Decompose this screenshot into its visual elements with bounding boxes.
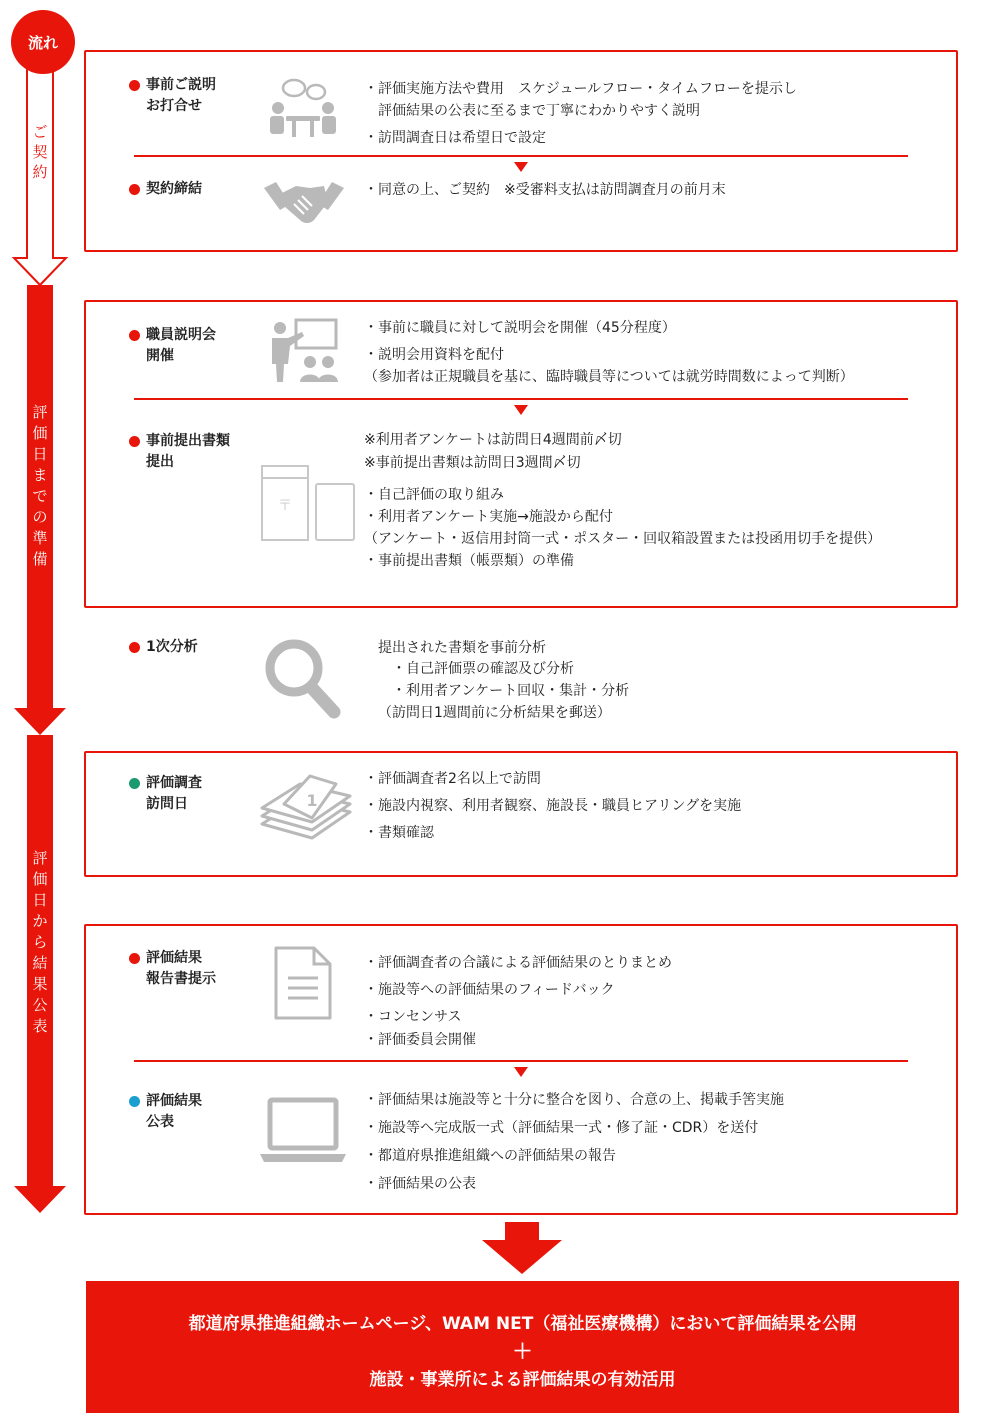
laptop-icon <box>258 1096 348 1166</box>
separator <box>134 1060 908 1062</box>
documents-note: ※事前提出書類は訪問日3週間〆切 <box>364 455 581 471</box>
report-line: ・評価委員会開催 <box>364 1032 476 1048</box>
briefing-line: ・訪問調査日は希望日で設定 <box>364 130 546 146</box>
separator <box>134 398 908 400</box>
svg-text:1: 1 <box>306 791 318 810</box>
contract-line: ・同意の上、ご契約 ※受審料支払は訪問調査月の前月末 <box>364 182 726 198</box>
staff-session-line: ・説明会用資料を配付 <box>364 347 504 363</box>
analysis-title: 1次分析 <box>146 639 198 655</box>
svg-text:〒: 〒 <box>278 498 292 514</box>
report-dot <box>129 953 140 964</box>
flow-column <box>0 0 80 1420</box>
documents-dot <box>129 436 140 447</box>
staff-session-line: ・事前に職員に対して説明会を開催（45分程度） <box>364 320 676 336</box>
report-line: ・コンセンサス <box>364 1009 462 1025</box>
publish-line: ・都道府県推進組織への評価結果の報告 <box>364 1148 616 1164</box>
analysis-dot <box>129 642 140 653</box>
staff-session-title: 職員説明会 開催 <box>146 327 216 364</box>
report-title: 評価結果 報告書提示 <box>146 950 216 987</box>
documents-note: ※利用者アンケートは訪問日4週間前〆切 <box>364 432 622 448</box>
briefing-title: 事前ご説明 お打合せ <box>146 77 216 114</box>
documents-title: 事前提出書類 提出 <box>146 433 230 470</box>
down-triangle <box>514 162 528 172</box>
meeting-icon <box>264 74 344 140</box>
analysis-line: ・自己評価票の確認及び分析 <box>378 661 574 677</box>
final-banner <box>86 1281 959 1413</box>
handshake-icon <box>262 174 346 230</box>
analysis-line: 提出された書類を事前分析 <box>378 640 546 656</box>
flow-badge: 流れ <box>11 10 75 74</box>
staff-session-dot <box>129 330 140 341</box>
down-triangle <box>514 1067 528 1077</box>
contract-dot <box>129 184 140 195</box>
briefing-line: ・評価実施方法や費用 スケジュールフロー・タイムフローを提示し <box>364 81 797 97</box>
presentation-icon <box>266 316 342 384</box>
visit-line: ・評価調査者2名以上で訪問 <box>364 771 541 787</box>
visit-line: ・書類確認 <box>364 825 434 841</box>
final-line-1: 都道府県推進組織ホームページ、WAM NET（福祉医療機構）において評価結果を公開 <box>188 1314 857 1334</box>
analysis-line: （訪問日1週間前に分析結果を郵送） <box>378 705 611 721</box>
report-line: ・評価調査者の合議による評価結果のとりまとめ <box>364 955 672 971</box>
publish-line: ・評価結果は施設等と十分に整合を図り、合意の上、掲載手筈実施 <box>364 1092 784 1108</box>
visit-title: 評価調査 訪問日 <box>146 775 202 812</box>
separator <box>134 155 908 157</box>
documents-line: ・事前提出書類（帳票類）の準備 <box>364 553 574 569</box>
document-icon <box>272 944 334 1022</box>
publish-dot <box>129 1096 140 1107</box>
contract-title: 契約締結 <box>146 181 202 197</box>
publish-line: ・施設等へ完成版一式（評価結果一式・修了証・CDR）を送付 <box>364 1120 759 1136</box>
magnifier-icon <box>262 636 344 720</box>
documents-line: （アンケート・返信用封筒一式・ポスター・回収箱設置または投函用切手を提供） <box>364 531 882 547</box>
final-plus: ＋ <box>512 1339 533 1363</box>
result-arrow <box>480 1222 564 1276</box>
publish-line: ・評価結果の公表 <box>364 1176 476 1192</box>
visit-dot <box>129 778 140 789</box>
calendar-icon <box>254 774 354 840</box>
down-triangle <box>514 405 528 415</box>
envelope-documents-icon <box>260 464 356 542</box>
visit-line: ・施設内視察、利用者観察、施設長・職員ヒアリングを実施 <box>364 798 742 814</box>
analysis-line: ・利用者アンケート回収・集計・分析 <box>378 683 630 699</box>
briefing-line: 評価結果の公表に至るまで丁寧にわかりやすく説明 <box>364 103 700 119</box>
report-line: ・施設等への評価結果のフィードバック <box>364 982 615 998</box>
publish-title: 評価結果 公表 <box>146 1093 202 1130</box>
documents-line: ・利用者アンケート実施→施設から配付 <box>364 509 613 525</box>
briefing-dot <box>129 80 140 91</box>
phase-label-publication: 評価日から結果公表 <box>32 849 48 1035</box>
phase-label-contract: ご契約 <box>32 123 48 181</box>
staff-session-line: （参加者は正規職員を基に、臨時職員等については就労時間数によって判断） <box>364 369 854 385</box>
documents-line: ・自己評価の取り組み <box>364 487 504 503</box>
final-line-2: 施設・事業所による評価結果の有効活用 <box>369 1370 676 1390</box>
phase-label-preparation: 評価日までの準備 <box>32 403 48 568</box>
